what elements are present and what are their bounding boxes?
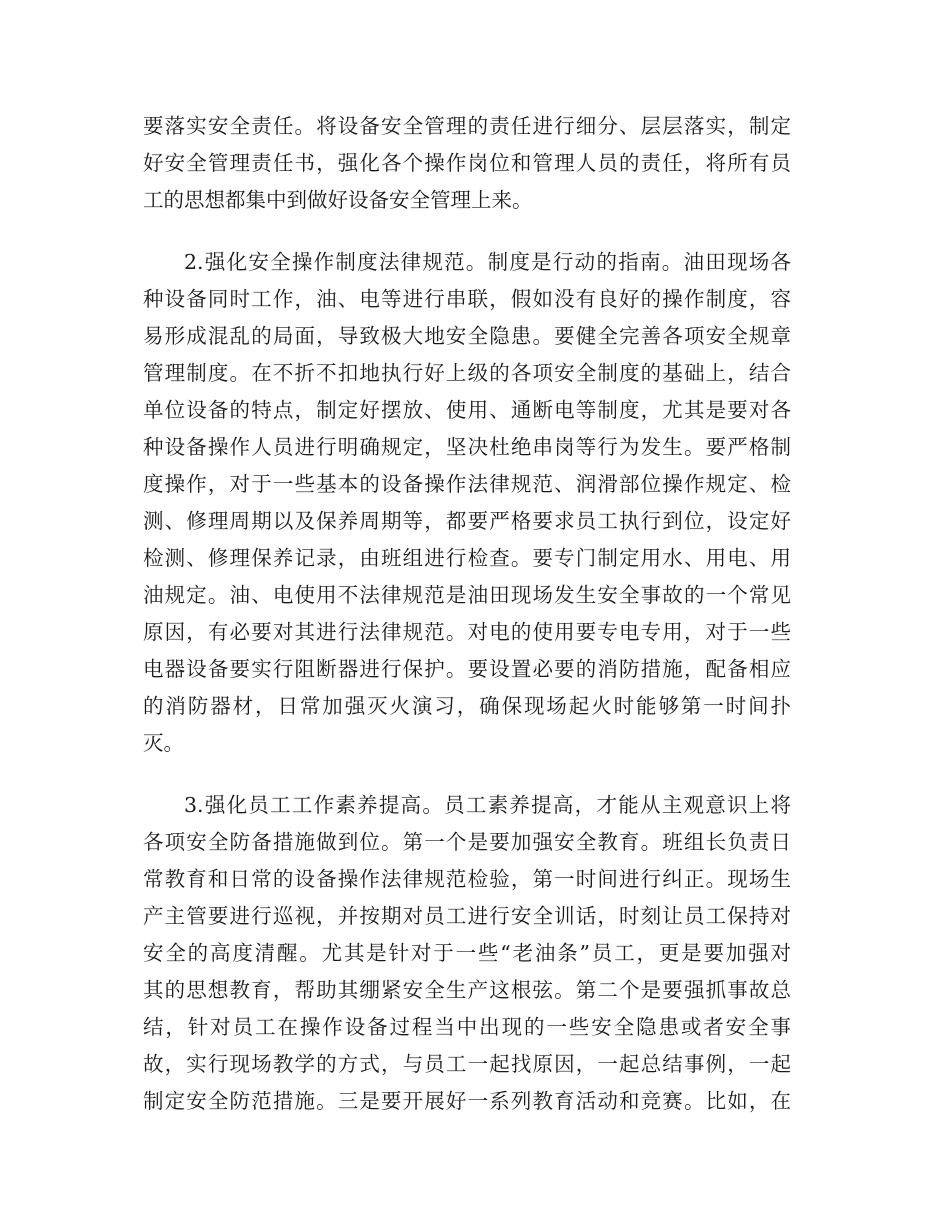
document-body [143,108,803,1120]
paragraph-1 [143,108,803,219]
text-line: 结，针对员工在操作设备过程当中出现的一些安全隐患或者安全事 [143,1015,791,1039]
text-line: 油规定。油、电使用不法律规范是油田现场发生安全事故的一个常见 [143,583,791,607]
text-line: 电器设备要实行阻断器进行保护。要设置必要的消防措施，配备相应 [143,657,791,681]
text-line: 原因，有必要对其进行法律规范。对电的使用要专电专用，对于一些 [143,620,791,644]
text-line: 检测、修理保养记录，由班组进行检查。要专门制定用水、用电、用 [143,546,791,570]
text-line: 度操作，对于一些基本的设备操作法律规范、润滑部位操作规定、检 [143,472,791,496]
text-line: 各项安全防备措施做到位。第一个是要加强安全教育。班组长负责日 [143,830,791,854]
text-line: 单位设备的特点，制定好摆放、使用、通断电等制度，尤其是要对各 [143,398,791,422]
text-line: 产主管要进行巡视，并按期对员工进行安全训话，时刻让员工保持对 [143,904,791,928]
text-line: 要落实安全责任。将设备安全管理的责任进行细分、层层落实，制定 [143,114,791,138]
text-line: 安全的高度清醒。尤其是针对于一些“老油条”员工，更是要加强对 [143,941,791,965]
text-line: 管理制度。在不折不扣地执行好上级的各项安全制度的基础上，结合 [143,361,791,385]
paragraph-3 [143,787,803,1120]
text-line: 制定安全防范措施。三是要开展好一系列教育活动和竞赛。比如，在 [143,1089,791,1113]
text-line: 种设备同时工作，油、电等进行串联，假如没有良好的操作制度，容 [143,287,791,311]
text-line: 2.强化安全操作制度法律规范。制度是行动的指南。油田现场各 [184,250,791,274]
text-line: 种设备操作人员进行明确规定，坚决杜绝串岗等行为发生。要严格制 [143,435,791,459]
text-line: 其的思想教育，帮助其绷紧安全生产这根弦。第二个是要强抓事故总 [143,978,791,1002]
text-line: 3.强化员工工作素养提高。员工素养提高，才能从主观意识上将 [184,793,791,817]
text-line: 易形成混乱的局面，导致极大地安全隐患。要健全完善各项安全规章 [143,324,791,348]
paragraph-spacer [143,219,803,244]
text-line: 常教育和日常的设备操作法律规范检验，第一时间进行纠正。现场生 [143,867,791,891]
text-line: 的消防器材，日常加强灭火演习，确保现场起火时能够第一时间扑 [143,694,791,718]
paragraph-2 [143,244,803,762]
text-line: 测、修理周期以及保养周期等，都要严格要求员工执行到位，设定好 [143,509,791,533]
text-line: 好安全管理责任书，强化各个操作岗位和管理人员的责任，将所有员 [143,151,791,175]
text-line: 灭。 [143,731,184,755]
text-line: 工的思想都集中到做好设备安全管理上来。 [143,188,533,212]
text-line: 故，实行现场教学的方式，与员工一起找原因，一起总结事例，一起 [143,1052,791,1076]
paragraph-spacer [143,762,803,787]
